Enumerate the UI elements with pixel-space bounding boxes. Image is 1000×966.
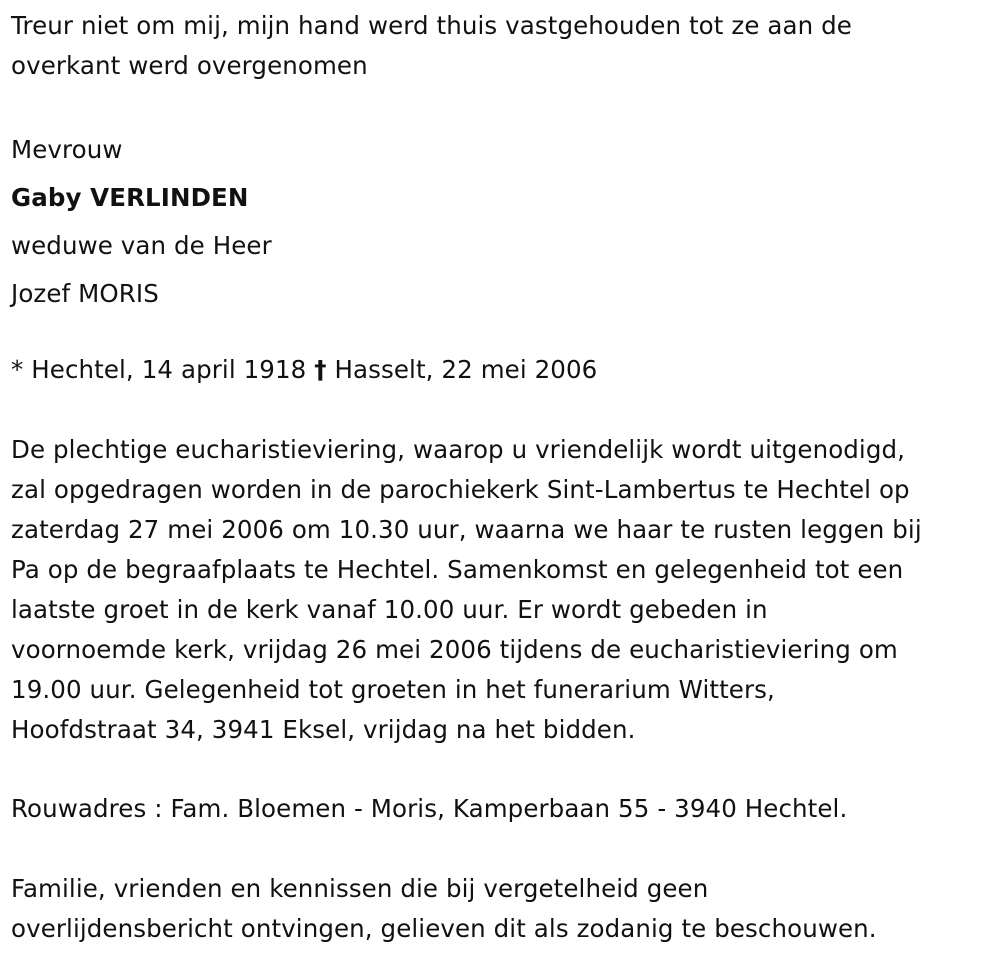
ceremony-line: zal opgedragen worden in de parochiekerk Sint-Lambertus te Hechtel op: [11, 475, 910, 504]
address-line: Rouwadres : Fam. Bloemen - Moris, Kamperbaan 55 - 3940 Hechtel.: [11, 794, 848, 823]
ceremony-line: Hoofdstraat 34, 3941 Eksel, vrijdag na het bidden.: [11, 715, 636, 744]
mourning-address: [11, 789, 847, 829]
motto-line: overkant werd overgenomen: [11, 51, 368, 80]
closing-line: overlijdensbericht ontvingen, gelieven dit als zodanig te beschouwen.: [11, 914, 877, 943]
closing-paragraph: [11, 869, 877, 949]
deceased-name: Gaby VERLINDEN: [11, 183, 249, 212]
death-date: Hasselt, 22 mei 2006: [334, 355, 598, 384]
closing-line: Familie, vrienden en kennissen die bij vergetelheid geen: [11, 874, 709, 903]
ceremony-line: laatste groet in de kerk vanaf 10.00 uur. Er wordt gebeden in: [11, 595, 768, 624]
deceased-block: [11, 126, 272, 318]
ceremony-line: Pa op de begraafplaats te Hechtel. Samenkomst en gelegenheid tot een: [11, 555, 904, 584]
spouse-name: Jozef MORIS: [11, 279, 159, 308]
ceremony-line: voornoemde kerk, vrijdag 26 mei 2006 tijdens de eucharistieviering om: [11, 635, 898, 664]
cross-icon: †: [314, 355, 327, 384]
life-dates: [11, 350, 597, 390]
ceremony-paragraph: [11, 430, 922, 750]
birth-date: Hechtel, 14 april 1918: [31, 355, 307, 384]
ceremony-line: 19.00 uur. Gelegenheid tot groeten in het funerarium Witters,: [11, 675, 775, 704]
deceased-title: Mevrouw: [11, 135, 123, 164]
birth-symbol: *: [11, 355, 24, 384]
motto: [11, 6, 852, 86]
deceased-relation: weduwe van de Heer: [11, 231, 272, 260]
ceremony-line: zaterdag 27 mei 2006 om 10.30 uur, waarna we haar te rusten leggen bij: [11, 515, 922, 544]
motto-line: Treur niet om mij, mijn hand werd thuis vastgehouden tot ze aan de: [11, 11, 852, 40]
ceremony-line: De plechtige eucharistieviering, waarop u vriendelijk wordt uitgenodigd,: [11, 435, 906, 464]
